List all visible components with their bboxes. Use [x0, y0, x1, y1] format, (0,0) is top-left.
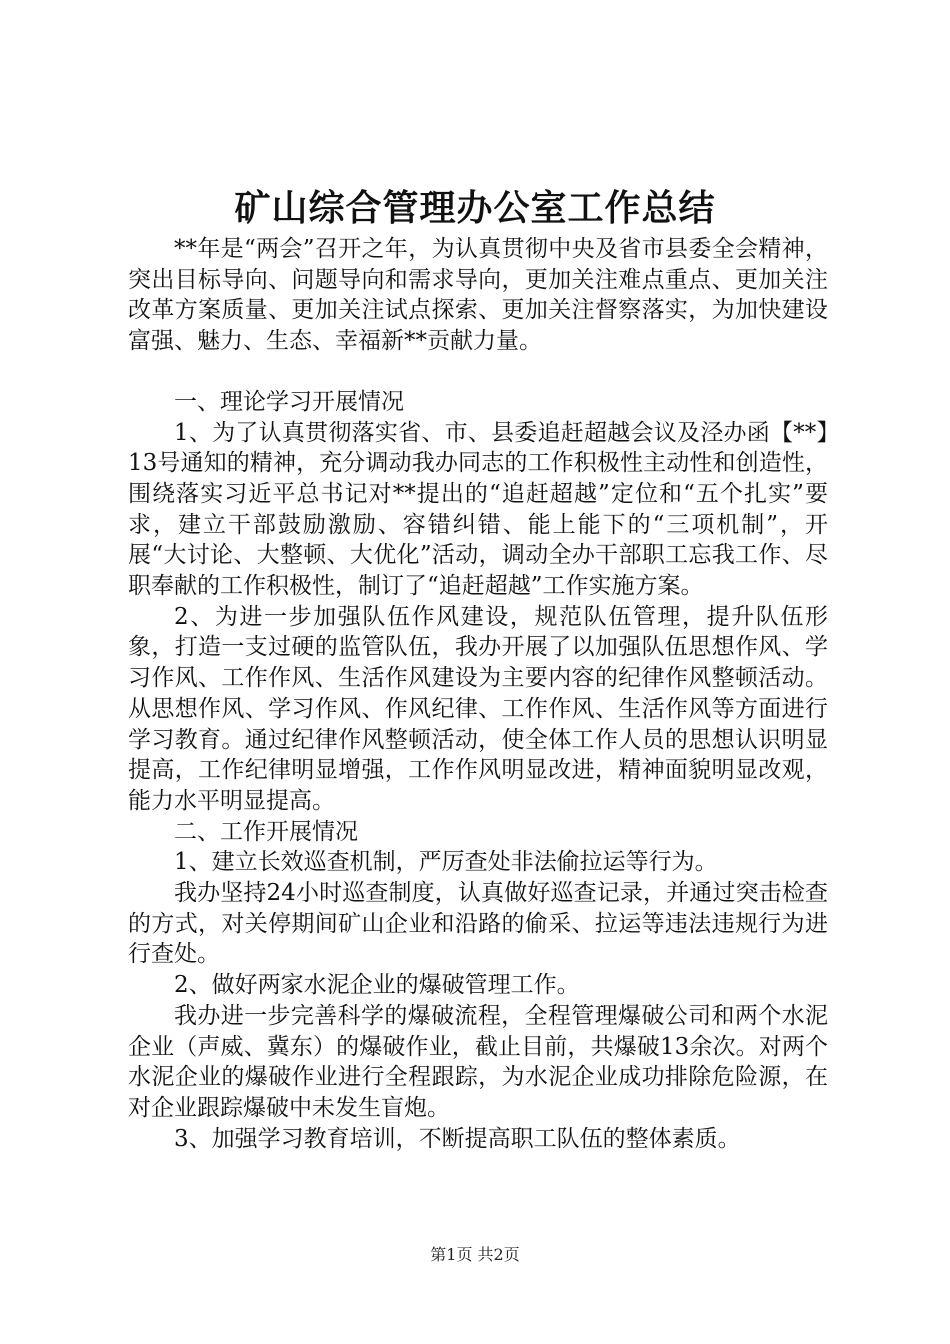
document-title: 矿山综合管理办公室工作总结	[234, 188, 716, 229]
paragraph-theory-1: 1、为了认真贯彻落实省、市、县委追赶超越会议及泾办函【**】13号通知的精神，充分调动我办同志的工作积极性主动性和创造性，围绕落实习近平总书记对**提出的“追赶超越”定位和“五个扎实”要求，建立干部鼓励激励、容错纠错、能上能下的“三项机制”，开展“大讨论、大整顿、大优化”活动，调动全办干部职工忘我工作、尽职奉献的工作积极性，制订了“追赶超越”工作实施方案。	[128, 419, 828, 600]
subheading-blasting: 2、做好两家水泥企业的爆破管理工作。	[174, 972, 580, 999]
subheading-patrol: 1、建立长效巡查机制，严厉查处非法偷拉运等行为。	[174, 849, 718, 876]
page-footer: 第1页 共2页	[430, 1245, 520, 1264]
intro-paragraph: **年是“两会”召开之年，为认真贯彻中央及省市县委全会精神，突出目标导向、问题导向和需求导向，更加关注难点重点、更加关注改革方案质量、更加关注试点探索、更加关注督察落实，为加快建设富强、魅力、生态、幸福新**贡献力量。	[128, 236, 828, 355]
paragraph-patrol: 我办坚持24小时巡查制度，认真做好巡查记录，并通过突击检查的方式，对关停期间矿山企业和沿路的偷采、拉运等违法违规行为进行查处。	[128, 880, 828, 968]
subheading-training: 3、加强学习教育培训，不断提高职工队伍的整体素质。	[174, 1125, 741, 1152]
section-heading-theory: 一、理论学习开展情况	[174, 388, 404, 415]
paragraph-spacer	[128, 357, 828, 387]
paragraph-blasting: 我办进一步完善科学的爆破流程，全程管理爆破公司和两个水泥企业（声威、冀东）的爆破作业，截止目前，共爆破13余次。对两个水泥企业的爆破作业进行全程跟踪，为水泥企业成功排除危险源，在对企业跟踪爆破中未发生盲炮。	[128, 1002, 828, 1121]
document-body	[128, 234, 828, 1154]
section-heading-work: 二、工作开展情况	[174, 818, 358, 845]
paragraph-theory-2: 2、为进一步加强队伍作风建设，规范队伍管理，提升队伍形象，打造一支过硬的监管队伍，我办开展了以加强队伍思想作风、学习作风、工作作风、生活作风建设为主要内容的纪律作风整顿活动。从思想作风、学习作风、作风纪律、工作作风、生活作风等方面进行学习教育。通过纪律作风整顿活动，使全体工作人员的思想认识明显提高，工作纪律明显增强，工作作风明显改进，精神面貌明显改观，能力水平明显提高。	[128, 603, 828, 814]
